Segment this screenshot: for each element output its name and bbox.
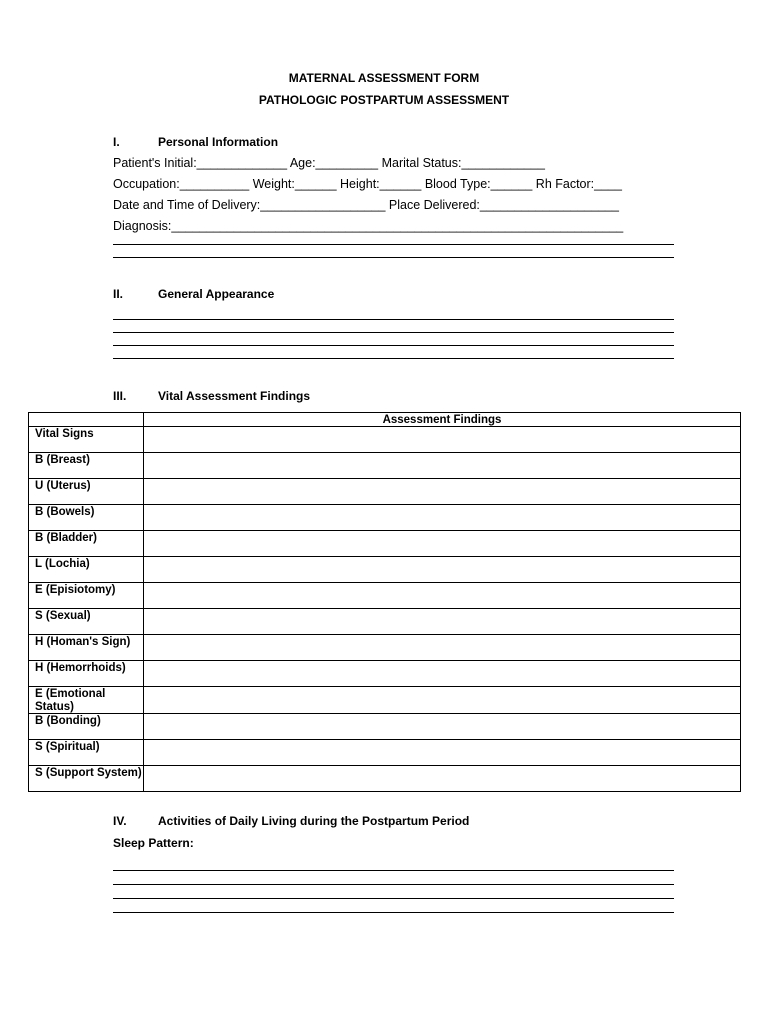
- general-appearance-blank-line[interactable]: [113, 319, 674, 320]
- table-row: [29, 635, 741, 661]
- form-title: MATERNAL ASSESSMENT FORM: [288, 71, 480, 85]
- section-label: Activities of Daily Living during the Postpartum Period: [158, 814, 470, 828]
- personal-line-delivery[interactable]: Date and Time of Delivery:__________________ Place Delivered:____________________: [113, 198, 619, 212]
- findings-cell[interactable]: [144, 687, 741, 714]
- personal-line-diagnosis[interactable]: Diagnosis:_________________________________________________________________: [113, 219, 624, 233]
- findings-cell[interactable]: [144, 635, 741, 661]
- findings-cell[interactable]: [144, 557, 741, 583]
- table-row: [29, 687, 741, 714]
- findings-cell[interactable]: [144, 609, 741, 635]
- row-label: B (Bonding): [29, 714, 144, 740]
- row-label: L (Lochia): [29, 557, 144, 583]
- general-appearance-blank-line[interactable]: [113, 345, 674, 346]
- section-label: General Appearance: [158, 287, 275, 301]
- table-row: [29, 531, 741, 557]
- diagnosis-blank-line[interactable]: [113, 244, 674, 245]
- row-label: Vital Signs: [29, 427, 144, 453]
- row-label: B (Bladder): [29, 531, 144, 557]
- findings-cell[interactable]: [144, 427, 741, 453]
- table-row: [29, 714, 741, 740]
- sleep-pattern-blank-line[interactable]: [113, 898, 674, 899]
- table-row: [29, 427, 741, 453]
- personal-line-occupation-vitals[interactable]: Occupation:__________ Weight:______ Height:______ Blood Type:______ Rh Factor:____: [113, 177, 622, 191]
- diagnosis-blank-line[interactable]: [113, 257, 674, 258]
- sleep-pattern-blank-line[interactable]: [113, 870, 674, 871]
- table-row: [29, 740, 741, 766]
- row-label: E (Episiotomy): [29, 583, 144, 609]
- row-label: S (Sexual): [29, 609, 144, 635]
- findings-cell[interactable]: [144, 505, 741, 531]
- table-header-empty: [29, 413, 144, 427]
- section-number: III.: [113, 389, 127, 403]
- personal-line-initial-age-status[interactable]: Patient's Initial:_____________ Age:_________ Marital Status:____________: [113, 156, 545, 170]
- findings-cell[interactable]: [144, 583, 741, 609]
- section-label: Vital Assessment Findings: [158, 389, 311, 403]
- general-appearance-blank-line[interactable]: [113, 332, 674, 333]
- table-row: [29, 453, 741, 479]
- row-label: B (Breast): [29, 453, 144, 479]
- table-row: [29, 583, 741, 609]
- findings-cell[interactable]: [144, 661, 741, 687]
- sleep-pattern-blank-line[interactable]: [113, 884, 674, 885]
- section-number: IV.: [113, 814, 127, 828]
- section-number: I.: [113, 135, 120, 149]
- row-label: B (Bowels): [29, 505, 144, 531]
- table-row: [29, 505, 741, 531]
- row-label: H (Homan's Sign): [29, 635, 144, 661]
- row-label: S (Support System): [29, 766, 144, 792]
- table-row: [29, 609, 741, 635]
- findings-cell[interactable]: [144, 479, 741, 505]
- row-label: H (Hemorrhoids): [29, 661, 144, 687]
- section-label: Personal Information: [158, 135, 279, 149]
- findings-cell[interactable]: [144, 453, 741, 479]
- vital-assessment-table: [28, 412, 741, 792]
- table-row: [29, 661, 741, 687]
- sleep-pattern-blank-line[interactable]: [113, 912, 674, 913]
- table-header-row: [29, 413, 741, 427]
- table-row: [29, 766, 741, 792]
- findings-cell[interactable]: [144, 740, 741, 766]
- table-header-findings: Assessment Findings: [144, 413, 741, 427]
- findings-cell[interactable]: [144, 766, 741, 792]
- table-row: [29, 557, 741, 583]
- row-label: E (Emotional Status): [29, 687, 144, 714]
- general-appearance-blank-line[interactable]: [113, 358, 674, 359]
- form-subtitle: PATHOLOGIC POSTPARTUM ASSESSMENT: [258, 93, 510, 107]
- sleep-pattern-label: Sleep Pattern:: [113, 836, 194, 850]
- table-row: [29, 479, 741, 505]
- section-number: II.: [113, 287, 124, 301]
- row-label: S (Spiritual): [29, 740, 144, 766]
- findings-cell[interactable]: [144, 714, 741, 740]
- row-label: U (Uterus): [29, 479, 144, 505]
- findings-cell[interactable]: [144, 531, 741, 557]
